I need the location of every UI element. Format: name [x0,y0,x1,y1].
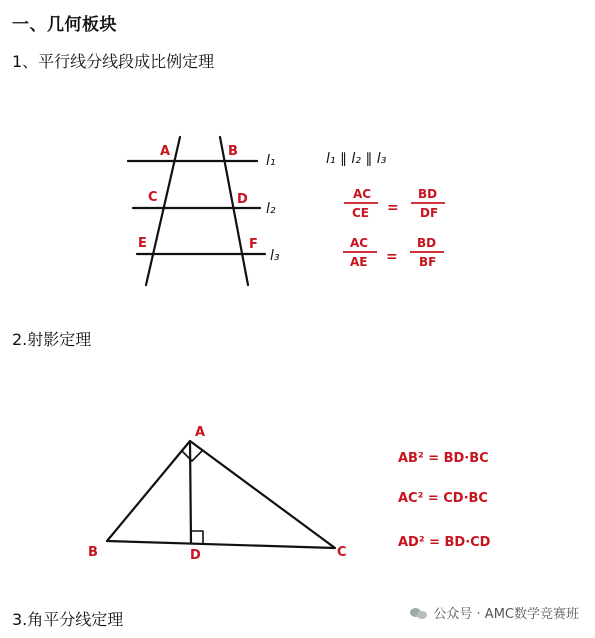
point-label-b: B [228,144,238,159]
transversal-right [220,137,248,285]
line-label-l2: l₂ [266,201,276,217]
eq2-left-denominator: AE [350,255,368,269]
eq1-equals: = [387,200,399,216]
altitude-ad [190,441,191,544]
point-label-d2: D [190,548,201,563]
figure-parallel-lines [128,137,265,285]
projection-formula-2: AC² = CD·BC [398,491,488,506]
watermark-text: 公众号 · AMC数学竞赛班 [433,607,579,622]
point-label-f: F [249,237,258,252]
eq2-equals: = [386,249,398,265]
ratio-equation-2 [343,236,444,269]
point-label-e: E [138,236,147,251]
theorem-title-2: 2.射影定理 [12,330,92,349]
theorem-title-3: 3.角平分线定理 [12,610,124,629]
eq2-right-numerator: BD [417,236,437,250]
eq2-left-numerator: AC [350,236,369,250]
point-label-c: C [148,190,158,205]
eq1-left-denominator: CE [352,206,370,220]
eq1-right-numerator: BD [418,187,438,201]
right-angle-mark-a [182,451,202,461]
wechat-icon [410,606,428,620]
line-label-l3: l₃ [270,248,280,264]
eq2-right-denominator: BF [419,255,437,269]
point-label-a: A [160,144,171,159]
theorem-title-1: 1、平行线分线段成比例定理 [12,52,215,71]
watermark [410,603,579,622]
transversal-left [146,137,180,285]
line-label-l1: l₁ [266,153,276,169]
ratio-equation-1 [344,187,445,220]
point-label-c2: C [337,545,347,560]
projection-formula-3: AD² = BD·CD [398,535,491,550]
point-label-a2: A [195,425,206,440]
point-label-b2: B [88,545,98,560]
point-label-d: D [237,192,248,207]
eq1-right-denominator: DF [420,206,439,220]
right-angle-mark-d [191,531,203,544]
triangle-abc [107,441,335,548]
projection-formula-1: AB² = BD·BC [398,451,489,466]
section-heading: 一、几何板块 [12,15,117,35]
figure-right-triangle [107,441,335,548]
parallel-statement: l₁ ∥ l₂ ∥ l₃ [326,151,387,167]
eq1-left-numerator: AC [353,187,372,201]
